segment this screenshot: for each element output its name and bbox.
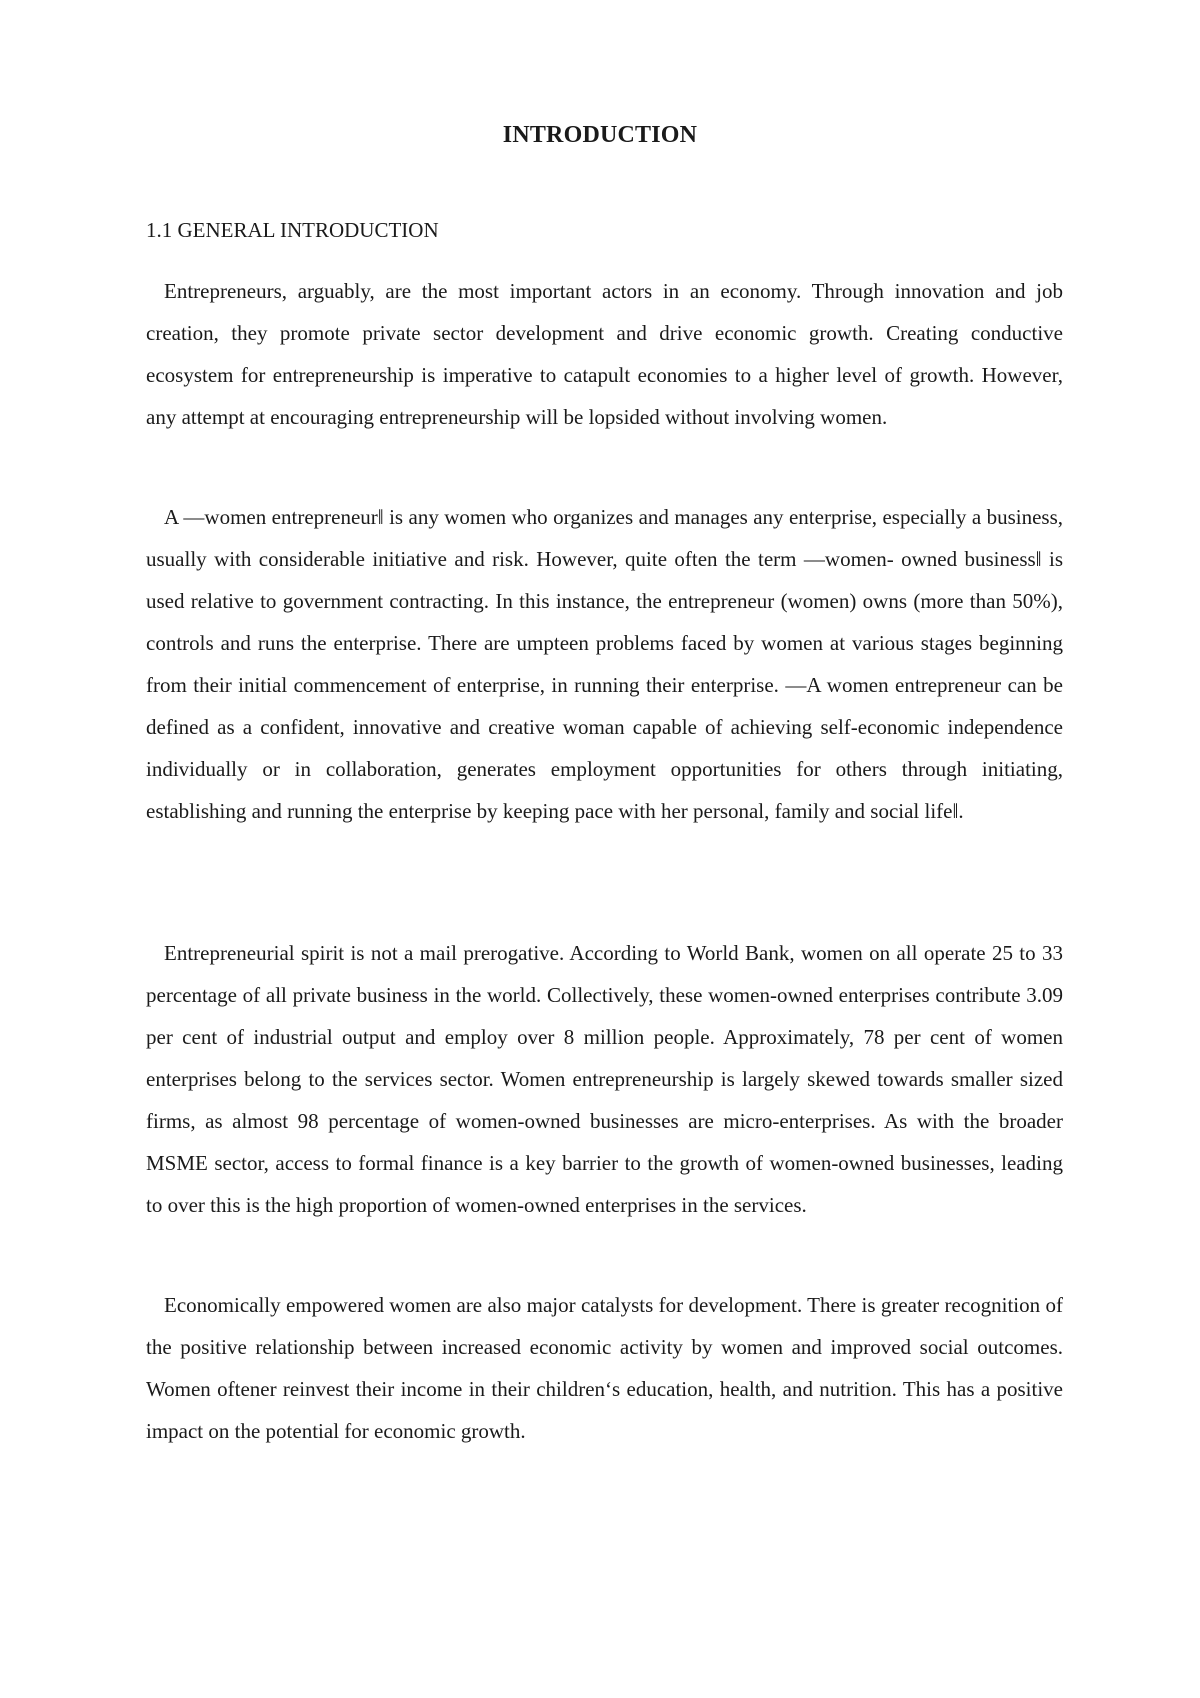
page-title: INTRODUCTION: [502, 122, 698, 148]
paragraph-women-entrepreneur-definition: A ―women entrepreneur‖ is any women who organizes and manages any enterprise, especially a business, usually with considerable initiative and risk. However, quite often the term ―women- owned business‖ is used relative to government contracting. In this instance, the entrepreneur (women) owns (more than 50%), controls and runs the enterprise. There are umpteen problems faced by women at various stages beginning from their initial commencement of enterprise, in running their enterprise. ―A women entrepreneur can be defined as a confident, innovative and creative woman capable of achieving self-economic independence individually or in collaboration, generates employment opportunities for others through initiating, establishing and running the enterprise by keeping pace with her personal, family and social life‖.: [146, 505, 1063, 823]
section-heading: 1.1 GENERAL INTRODUCTION: [146, 218, 439, 242]
paragraph-intro: Entrepreneurs, arguably, are the most important actors in an economy. Through innovation and job creation, they promote private sector development and drive economic growth. Creating conductive ecosystem for entrepreneurship is imperative to catapult economies to a higher level of growth. However, any attempt at encouraging entrepreneurship will be lopsided without involving women.: [146, 279, 1063, 429]
paragraph-world-bank-statistics: Entrepreneurial spirit is not a mail prerogative. According to World Bank, women on all operate 25 to 33 percentage of all private business in the world. Collectively, these women-owned enterprises contribute 3.09 per cent of industrial output and employ over 8 million people. Approximately, 78 per cent of women enterprises belong to the services sector. Women entrepreneurship is largely skewed towards smaller sized firms, as almost 98 percentage of women-owned businesses are micro-enterprises. As with the broader MSME sector, access to formal finance is a key barrier to the growth of women-owned businesses, leading to over this is the high proportion of women-owned enterprises in the services.: [146, 941, 1063, 1217]
paragraph-economic-empowerment: Economically empowered women are also major catalysts for development. There is greater recognition of the positive relationship between increased economic activity by women and improved social outcomes. Women oftener reinvest their income in their children‘s education, health, and nutrition. This has a positive impact on the potential for economic growth.: [146, 1293, 1063, 1443]
